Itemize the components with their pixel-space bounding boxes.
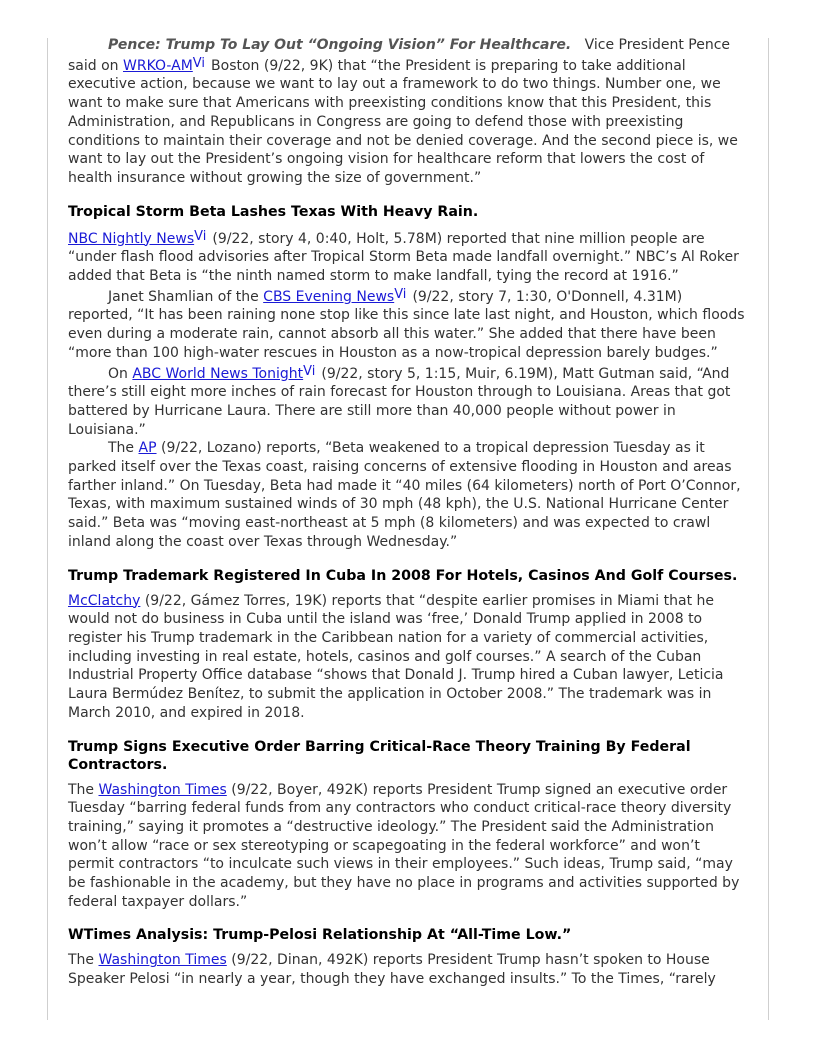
article-paragraph: [68, 781, 748, 912]
article-text: Janet Shamlian of the: [108, 288, 259, 305]
video-icon-link[interactable]: Vi: [303, 363, 316, 379]
video-icon-link[interactable]: Vi: [194, 228, 207, 244]
article-paragraph: [68, 286, 748, 363]
source-link-cbs[interactable]: CBS Evening News: [263, 288, 395, 305]
article-paragraph: [68, 951, 748, 988]
source-link-washington-times[interactable]: Washington Times: [98, 952, 227, 969]
article-lead-title: Pence: Trump To Lay Out “Ongoing Vision” For Healthcare.: [108, 37, 572, 53]
article-text: On: [108, 365, 128, 382]
article-text: The: [68, 952, 95, 969]
source-link-washington-times[interactable]: Washington Times: [98, 781, 227, 798]
source-link-wrko[interactable]: WRKO-AM: [123, 57, 193, 74]
article-heading-trump-pelosi: WTimes Analysis: Trump-Pelosi Relationship At “All-Time Low.”: [68, 927, 572, 944]
article-heading-trump-trademark: Trump Trademark Registered In Cuba In 2008 For Hotels, Casinos And Golf Courses.: [68, 567, 738, 584]
page-border-left: [47, 38, 48, 1020]
article-text: (9/22, story 5, 1:15, Muir, 6.19M), Matt Gutman said, “And there’s still eight more inches of rain forecast for Houston through to Louisiana. Areas that got battered by Hurricane Laura. There are still more than 40,000 people without power in Louisiana.”: [68, 365, 731, 438]
source-link-abc[interactable]: ABC World News Tonight: [132, 365, 304, 382]
article-text: The: [68, 781, 95, 798]
article-paragraph: [68, 228, 748, 286]
source-link-nbc[interactable]: NBC Nightly News: [68, 230, 195, 247]
article-text: (9/22, Lozano) reports, “Beta weakened to a tropical depression Tuesday as it parked itself over the Texas coast, raising concerns of extensive flooding in Houston and areas farther inland.” On Tuesday, Beta had made it “40 miles (64 kilometers) north of Port O’Connor, Texas, with maximum sustained winds of 30 mph (48 kph), the U.S. National Hurricane Center said.” Beta was “moving east-northeast at 5 mph (8 kilometers) and was expected to crawl inland along the coast over Texas through Wednesday.”: [68, 440, 741, 550]
article-paragraph: [68, 363, 748, 440]
source-link-mcclatchy[interactable]: McClatchy: [68, 592, 141, 609]
article-heading-executive-order: Trump Signs Executive Order Barring Critical-Race Theory Training By Federal Contractors.: [68, 738, 691, 773]
article-text: Boston (9/22, 9K) that “the President is preparing to take additional executive action, because we want to lay out a framework to do two things. Number one, we want to make sure that Americans with preexisting conditions know that this President, this Administration, and Republicans in Congress are going to defend those with preexisting conditions to maintain their coverage and not be denied coverage. And the second piece is, we want to lay out the President’s ongoing vision for healthcare reform that lowers the cost of health insurance without growing the size of government.”: [68, 57, 738, 186]
article-text: The: [108, 440, 135, 457]
article-paragraph: [68, 439, 748, 551]
article-text: Vice President Pence said on: [68, 37, 731, 74]
video-icon-link[interactable]: Vi: [192, 55, 206, 71]
article-pence: [68, 36, 748, 188]
article-text: (9/22, Boyer, 492K) reports President Trump signed an executive order Tuesday “barring federal funds from any contractors who conduct critical-race theory diversity training,” saying it promotes a “destructive ideology.” The President said the Administration won’t allow “race or sex stereotyping or scapegoating in the federal workforce” and won’t permit contractors “to inculcate such views in their employees.” Such ideas, Trump said, “may be fashionable in the academy, but they have no place in programs and activities supported by federal taxpayer dollars.”: [68, 781, 740, 910]
article-paragraph: [68, 592, 748, 723]
video-icon-link[interactable]: Vi: [394, 286, 407, 302]
article-text: (9/22, story 4, 0:40, Holt, 5.78M) reported that nine million people are “under flash flood advisories after Tropical Storm Beta made landfall overnight.” NBC’s Al Roker added that Beta is “the ninth named storm to make landfall, tying the record at 1916.”: [68, 230, 739, 285]
article-text: (9/22, Dinan, 492K) reports President Trump hasn’t spoken to House Speaker Pelosi “in nearly a year, though they have exchanged insults.” To the Times, “rarely: [68, 952, 716, 988]
article-heading-tropical-storm: Tropical Storm Beta Lashes Texas With Heavy Rain.: [68, 203, 479, 220]
article-text: (9/22, story 7, 1:30, O'Donnell, 4.31M) reported, “It has been raining none stop like this since late last night, and Houston, which floods even during a moderate rain, cannot absorb all this water.” She added that there have been “more than 100 high-water rescues in Houston as a now-tropical depression barely budges.”: [68, 288, 745, 361]
page-border-right: [768, 38, 769, 1020]
source-link-ap[interactable]: AP: [138, 440, 157, 457]
newsletter-body: [68, 36, 748, 989]
article-text: (9/22, Gámez Torres, 19K) reports that “despite earlier promises in Miami that he would not do business in Cuba until the island was ‘free,’ Donald Trump applied in 2008 to register his Trump trademark in the Caribbean nation for a variety of commercial activities, including investing in real estate, hotels, casinos and golf courses.” A search of the Cuban Industrial Property Office database “shows that Donald J. Trump hired a Cuban lawyer, Leticia Laura Bermúdez Benítez, to submit the application in October 2008.” The trademark was in March 2010, and expired in 2018.: [68, 592, 724, 721]
